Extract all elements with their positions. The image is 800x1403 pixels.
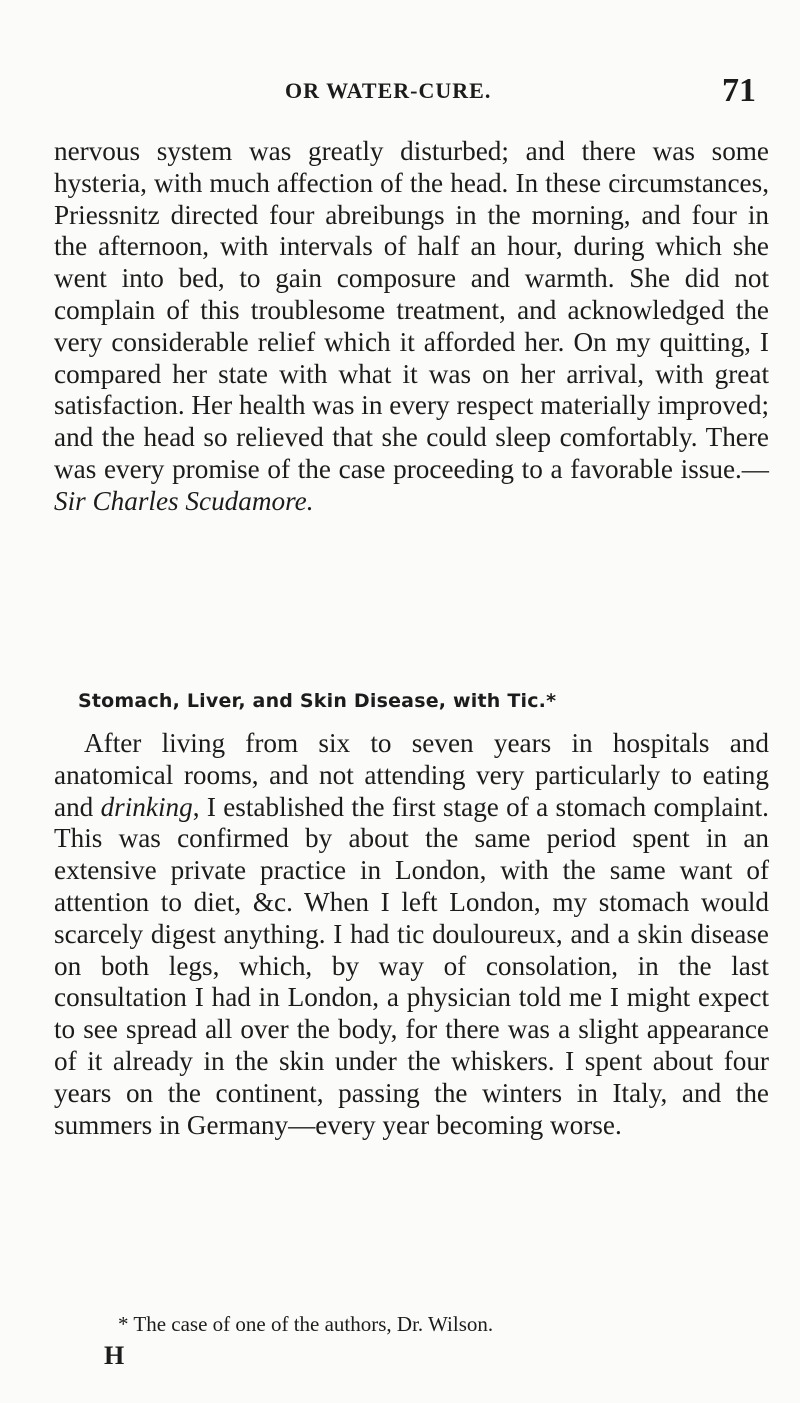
attribution: Sir Charles Scudamore. (54, 485, 314, 516)
emphasis-drinking: drinking (100, 791, 193, 822)
footnote: * The case of one of the authors, Dr. Wilson. (118, 1312, 494, 1336)
paragraph-case-history (54, 728, 769, 1141)
page-number: 71 (722, 72, 756, 109)
running-head (0, 72, 800, 118)
paragraph-2-text-b: , I established the first stage of a stomach complaint. This was confirmed by about the same period spent in an extensive private practice in London, with the same want of attention to diet, &c. When I left London, my stomach would scarcely digest anything. I had tic douloureux, and a skin disease on both legs, which, by way of consolation, in the last consultation I had in London, a physician told me I might expect to see spread all over the body, for there was a slight appearance of it already in the skin under the whiskers. I spent about four years on the continent, passing the winters in Italy, and the summers in Germany—every year becoming worse. (54, 791, 769, 1140)
paragraph-1-text: nervous system was greatly disturbed; and there was some hysteria, with much affection of the head. In these circumstances, Priessnitz directed four abreibungs in the morning, and four in the afternoon, with intervals of half an hour, during which she went into bed, to gain composure and warmth. She did not complain of this troublesome treatment, and acknowledged the very considerable relief which it afforded her. On my quitting, I compared her state with what it was on her arrival, with great satisfaction. Her health was in every respect materially improved; and the head so relieved that she could sleep comfortably. There was every promise of the case proceeding to a favorable issue.— (54, 136, 769, 484)
signature-mark: H (104, 1341, 125, 1370)
paragraph-continued (54, 136, 769, 518)
section-heading: Stomach, Liver, and Skin Disease, with Tic.* (78, 690, 557, 712)
paragraph-2-text-a: After living from six to seven years in hospitals and anatomical rooms, and not attending very particularly to eating and (54, 728, 769, 822)
running-title: OR WATER-CURE. (285, 78, 492, 103)
